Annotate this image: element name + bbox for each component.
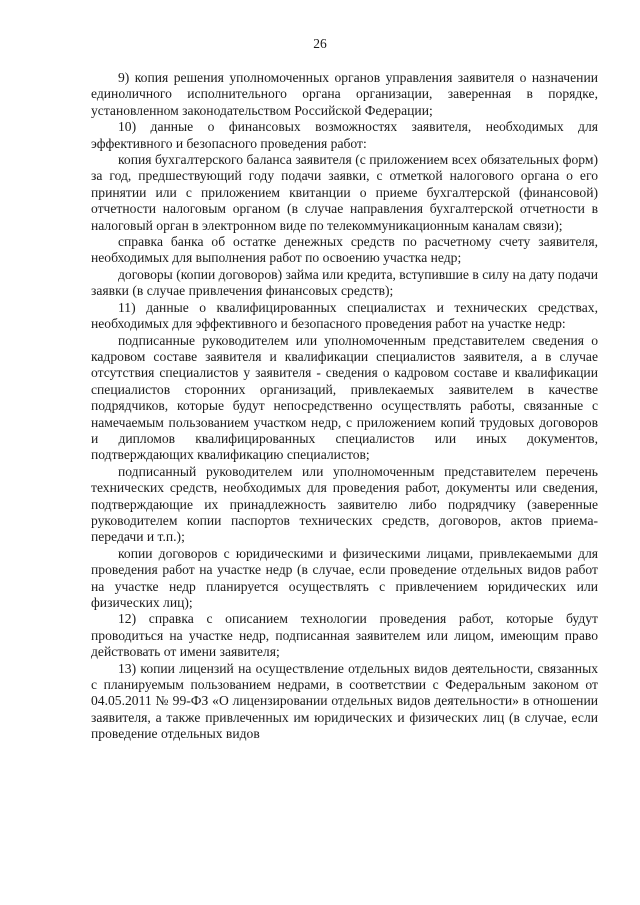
paragraph-equipment-list: подписанный руководителем или уполномоченным представителем перечень технических средств, необходимых для проведения работ, документы или сведения, подтверждающие их принадлежность заявителю либо подрядчику (заверенные руководителем копии паспортов технических средств, договоров, актов приема-передачи и т.п.); <box>91 463 598 545</box>
paragraph-item-13: 13) копии лицензий на осуществление отдельных видов деятельности, связанных с планируемым пользованием недрами, в соответствии с Федеральным законом от 04.05.2011 № 99-ФЗ «О лицензировании отдельных видов деятельности» в отношении заявителя, а также привлеченных им юридических и физических лиц (в случае, если проведение отдельных видов <box>91 660 598 742</box>
paragraph-bank-statement: справка банка об остатке денежных средств по расчетному счету заявителя, необходимых для выполнения работ по освоению участка недр; <box>91 234 598 266</box>
paragraph-item-12: 12) справка с описанием технологии проведения работ, которые будут проводиться на участке недр, подписанная заявителем или лицом, имеющим право действовать от имени заявителя; <box>91 611 598 660</box>
paragraph-item-10: 10) данные о финансовых возможностях заявителя, необходимых для эффективного и безопасного проведения работ: <box>91 119 598 151</box>
paragraph-staff-info: подписанные руководителем или уполномоченным представителем сведения о кадровом составе заявителя и квалификации специалистов заявителя, а в случае отсутствия специалистов у заявителя - сведения о кадровом составе и квалификации специалистов сторонних организаций, привлекаемых заявителем в качестве подрядчиков, которые будут непосредственно осуществлять работы, связанные с намечаемым пользованием участком недр, с приложением копий трудовых договоров и дипломов квалифицированных специалистов или иных документов, подтверждающих квалификацию специалистов; <box>91 332 598 463</box>
paragraph-balance-sheet: копия бухгалтерского баланса заявителя (с приложением всех обязательных форм) за год, предшествующий году подачи заявки, с отметкой налогового органа о его принятии или с приложением квитанции о приеме бухгалтерской (финансовой) отчетности налоговым органом (в случае направления бухгалтерской отчетности в налоговый орган в электронном виде по телекоммуникационным каналам связи); <box>91 152 598 233</box>
paragraph-loan-agreements: договоры (копии договоров) займа или кредита, вступившие в силу на дату подачи заявки (в случае привлечения финансовых средств); <box>91 266 598 299</box>
page-number: 26 <box>313 36 327 51</box>
paragraph-item-11: 11) данные о квалифицированных специалистах и технических средствах, необходимых для эффективного и безопасного проведения работ на участке недр: <box>91 299 598 332</box>
paragraph-item-9: 9) копия решения уполномоченных органов управления заявителя о назначении единоличного исполнительного органа организации, заверенная в порядке, установленном законодательством Российской Федерации; <box>91 70 598 118</box>
paragraph-contract-copies: копии договоров с юридическими и физическими лицами, привлекаемыми для проведения работ на участке недр (в случае, если проведение отдельных видов работ на участке недр планируется осуществлять с привлечением юридических или физических лиц); <box>91 545 598 610</box>
document-body <box>91 70 598 743</box>
